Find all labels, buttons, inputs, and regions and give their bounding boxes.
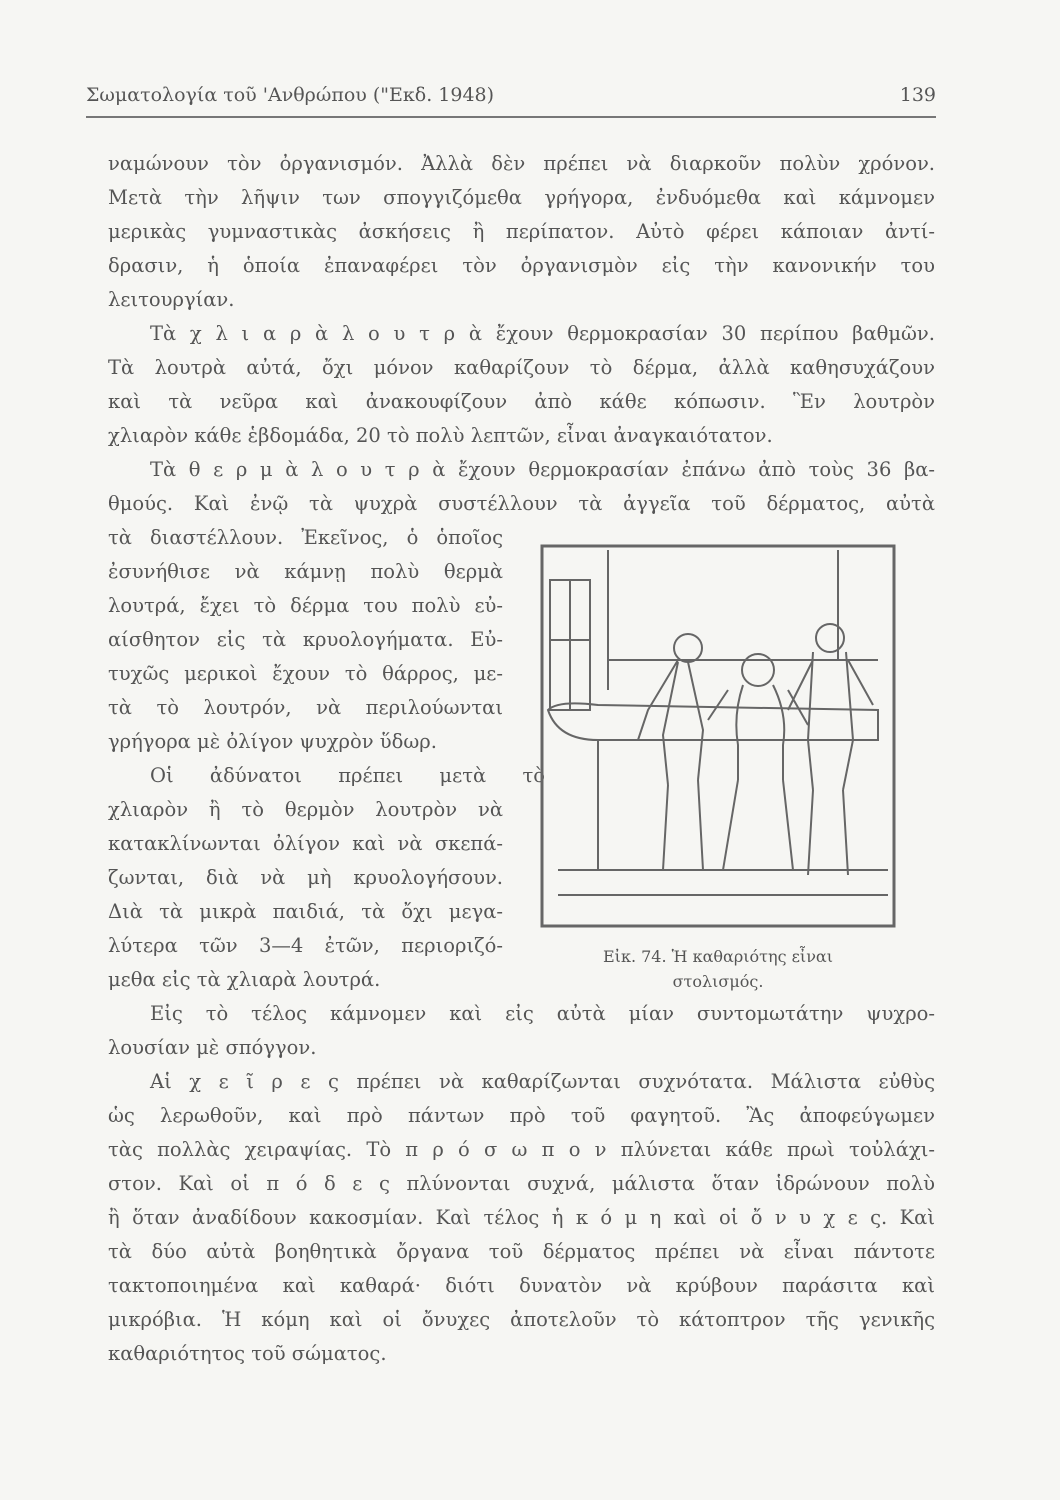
running-title: Σωματολογία τοῦ 'Ανθρώπου ("Εκδ. 1948) [86,84,495,106]
text-line: Εἰς τὸ τέλος κάμνομεν καὶ εἰς αὐτὰ μίαν συντομωτάτην ψυχρο- [150,1002,935,1025]
text-line: Τὰ θ ε ρ μ ὰ λ ο υ τ ρ ὰ ἔχουν θερμοκρασίαν ἐπάνω ἀπὸ τοὺς 36 βα- [150,458,935,481]
text-line: χλιαρὸν ἢ τὸ θερμὸν λουτρὸν νὰ [108,798,503,821]
text-line: μεθα εἰς τὰ χλιαρὰ λουτρά. [108,968,381,991]
text-line: τακτοποιημένα καὶ καθαρά· διότι δυνατὸν νὰ κρύβουν παράσιτα καὶ [108,1274,935,1297]
text-line: Μετὰ τὴν λῆψιν των σπογγιζόμεθα γρήγορα, ἐνδυόμεθα καὶ κάμνομεν [108,186,935,209]
text-line: Διὰ τὰ μικρὰ παιδιά, τὰ ὄχι μεγα- [108,900,503,923]
text-line: λύτερα τῶν 3—4 ἐτῶν, περιοριζό- [108,934,503,957]
text-line: μικρόβια. Ἡ κόμη καὶ οἱ ὄνυχες ἀποτελοῦν τὸ κάτοπτρον τῆς γενικῆς [108,1308,935,1331]
text-line: ἐσυνήθισε νὰ κάμνῃ πολὺ θερμὰ [108,560,503,583]
text-line: λειτουργίαν. [108,288,235,311]
boys-washing-illustration [538,540,898,932]
paragraph [108,997,935,1065]
text-line: στον. Καὶ οἱ π ό δ ε ς πλύνονται συχνά, μάλιστα ὅταν ἱδρώνουν πολὺ [108,1172,935,1195]
text-line: Τὰ χ λ ι α ρ ὰ λ ο υ τ ρ ὰ ἔχουν θερμοκρασίαν 30 περίπου βαθμῶν. [150,322,935,345]
text-line: τὰς πολλὰς χειραψίας. Τὸ π ρ ό σ ω π ο ν πλύνεται κάθε πρωὶ τοὐλάχι- [108,1138,935,1161]
paragraph [108,147,935,317]
text-line: Αἱ χ ε ῖ ρ ε ς πρέπει νὰ καθαρίζωνται συχνότατα. Μάλιστα εὐθὺς [150,1070,935,1093]
text-line: αίσθητον εἰς τὰ κρυολογήματα. Εὐ- [108,628,503,651]
text-line: καθαριότητος τοῦ σώματος. [108,1342,387,1365]
text-line: θμούς. Καὶ ἐνῷ τὰ ψυχρὰ συστέλλουν τὰ ἀγγεῖα τοῦ δέρματος, αὐτὰ [108,492,935,515]
text-line: τὰ τὸ λουτρόν, νὰ περιλούωνται [108,696,503,719]
figure-caption [538,944,898,994]
text-line: καὶ τὰ νεῦρα καὶ ἀνακουφίζουν ἀπὸ κάθε κόπωσιν. Ἓν λουτρὸν [108,390,935,413]
text-line: μερικὰς γυμναστικὰς ἀσκήσεις ἢ περίπατον. Αὐτὸ φέρει κάποιαν ἀντί- [108,220,935,243]
figure-illustration [538,540,898,932]
text-line: λουσίαν μὲ σπόγγον. [108,1036,317,1059]
text-line: τυχῶς μερικοὶ ἔχουν τὸ θάρρος, με- [108,662,503,685]
caption-line: στολισμός. [672,972,764,991]
text-line: τὰ διαστέλλουν. Ἐκεῖνος, ὁ ὁποῖος [108,526,503,549]
text-line: ζωνται, διὰ νὰ μὴ κρυολογήσουν. [108,866,503,889]
text-line: ναμώνουν τὸν ὀργανισμόν. Ἀλλὰ δὲν πρέπει νὰ διαρκοῦν πολὺν χρόνον. [108,152,935,175]
page-number: 139 [899,84,936,106]
text-line: γρήγορα μὲ ὀλίγον ψυχρὸν ὕδωρ. [108,730,437,753]
paragraph [108,317,935,453]
text-line: δρασιν, ἡ ὁποία ἐπαναφέρει τὸν ὀργανισμὸν εἰς τὴν κανονικήν του [108,254,935,277]
text-line: κατακλίνωνται ὀλίγον καὶ νὰ σκεπά- [108,832,503,855]
text-line: χλιαρὸν κάθε ἑβδομάδα, 20 τὸ πολὺ λεπτῶν, εἶναι ἀναγκαιότατον. [108,424,773,447]
text-line: Τὰ λουτρὰ αὐτά, ὄχι μόνον καθαρίζουν τὸ δέρμα, ἀλλὰ καθησυχάζουν [108,356,935,379]
text-line: ὡς λερωθοῦν, καὶ πρὸ πάντων πρὸ τοῦ φαγητοῦ. Ἂς ἀποφεύγωμεν [108,1104,935,1127]
running-header [86,84,936,114]
text-line: ἢ ὅταν ἀναδίδουν κακοσμίαν. Καὶ τέλος ἡ κ ό μ η καὶ οἱ ὄ ν υ χ ε ς. Καὶ [108,1206,935,1229]
paragraph [108,1065,935,1371]
text-line: Οἱ ἀδύνατοι πρέπει μετὰ τὸ [150,764,545,787]
caption-line: Εἰκ. 74. Ἡ καθαριότης εἶναι [602,947,834,966]
header-rule [86,116,936,118]
text-line: λουτρά, ἔχει τὸ δέρμα του πολὺ εὐ- [108,594,503,617]
text-line: τὰ δύο αὐτὰ βοηθητικὰ ὄργανα τοῦ δέρματος πρέπει νὰ εἶναι πάντοτε [108,1240,935,1263]
